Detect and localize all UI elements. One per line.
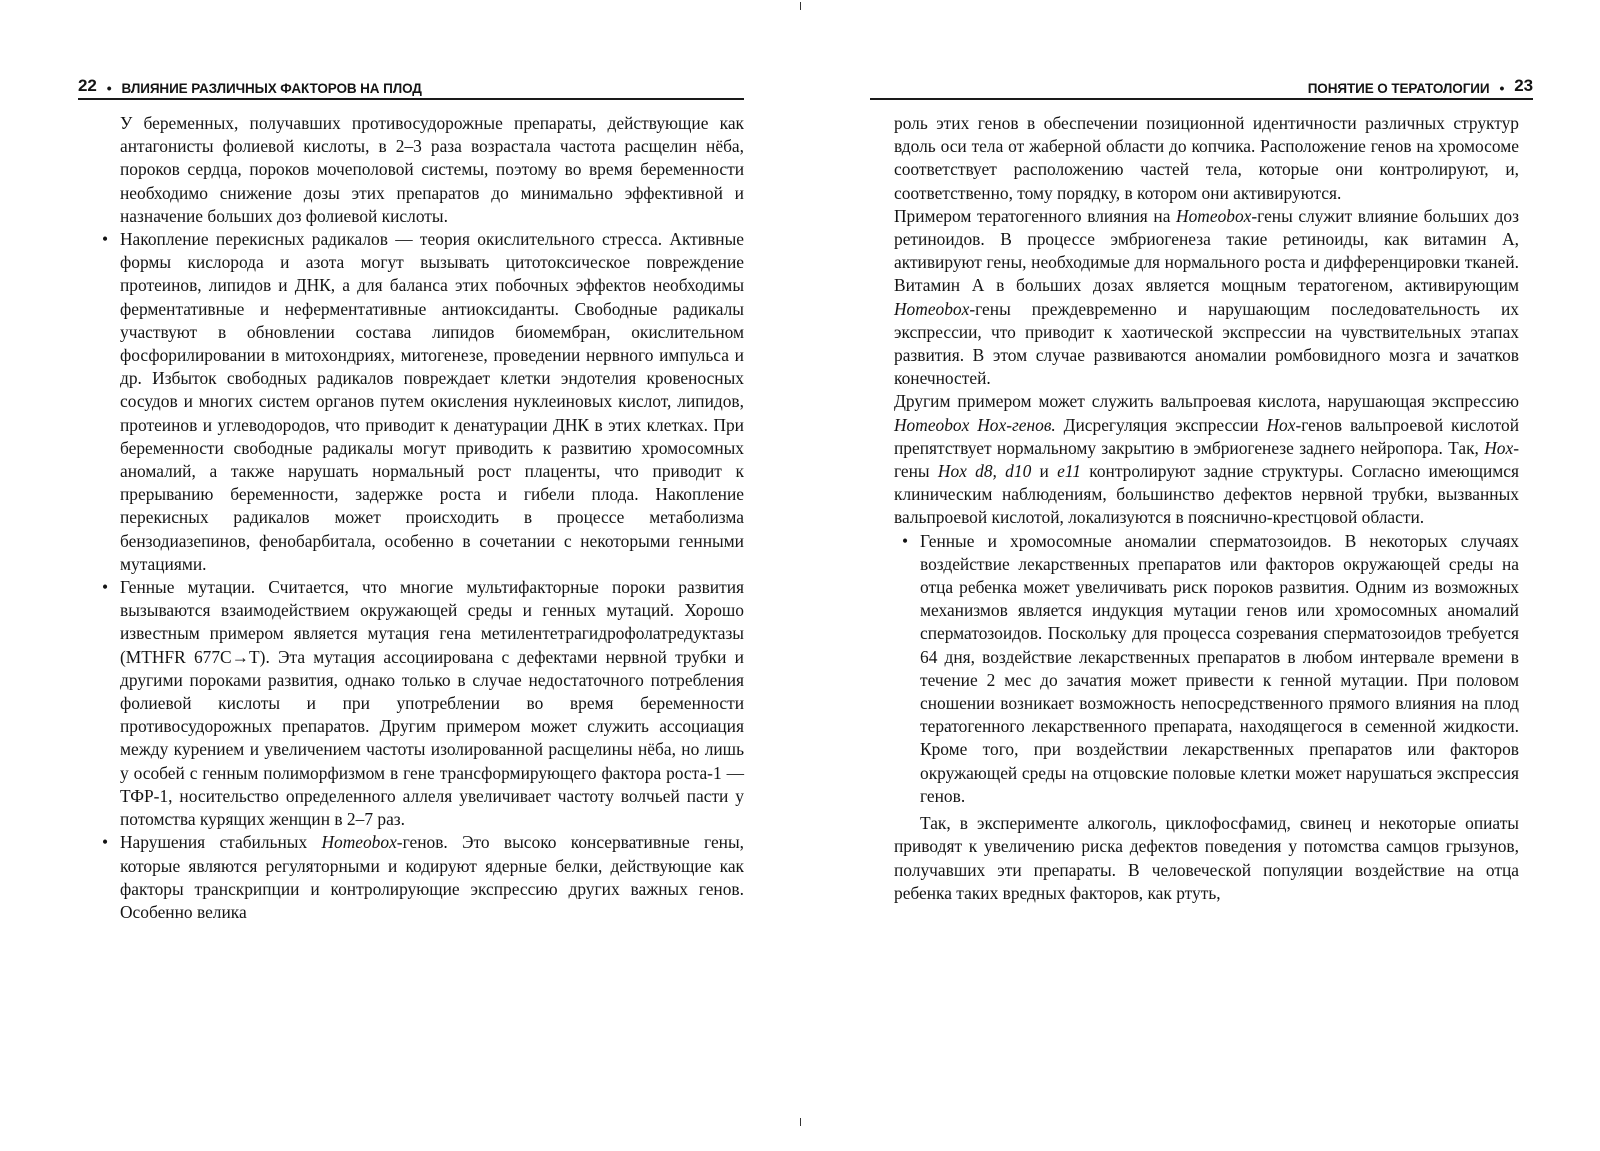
right-page-body — [894, 112, 1519, 905]
bullet-text-before: Нарушения стабильных — [120, 832, 322, 853]
header-separator: • — [106, 80, 112, 96]
list-item — [94, 228, 744, 576]
header-rule — [78, 98, 744, 100]
page-number: 23 — [1514, 76, 1533, 95]
left-page-header — [78, 74, 744, 96]
text-run: Другим примером может служить вальпроевая кислота, нарушающая экспрессию — [894, 391, 1519, 412]
continuation-paragraph: роль этих генов в обеспечении позиционной идентичности различных структур вдоль оси тела от жаберной области до копчика. Расположение генов на хромосоме соответствует расположению частей тела, которые они контролируют, и, соответственно, тому порядку, в котором они активируются. — [894, 113, 1519, 203]
list-item — [894, 530, 1519, 808]
valproate-paragraph — [894, 390, 1519, 529]
text-run: контролируют задние структуры. Согласно имеющимся клиническим наблюдениям, большинство дефектов нервной трубки, вызванных вальпроевой кислотой, локализуются в пояснично-крестцовой области. — [894, 461, 1519, 528]
right-page-header — [870, 74, 1533, 96]
text-run: -генов вальпроевой кислотой препятствует нормальному закрытию в эмбриогенезе заднего нейропора. Так, — [894, 414, 1520, 458]
bullet-text: Накопление перекисных радикалов — теория окислительного стресса. Активные формы кислорода и азота могут вызывать цитотоксическое повреждение протеинов, липидов и ДНК, а для баланса этих побочных эффектов необходимы ферментативные и неферментативные антиоксиданты. Свободные радикалы участвуют в обновлении состава липидов биомембран, окислительном фосфорилировании в митохондриях, митогенезе, проведении нервного импульса и др. Избыток свободных радикалов повреждает клетки эндотелия кровеносных сосудов и многих систем органов путем окисления нуклеиновых кислот, липидов, протеинов и углеводородов, что приводит к денатурации ДНК в этих клетках. При беременности свободные радикалы могут приводить к развитию хромосомных аномалий, а также нарушать нормальный рост плаценты, что приводит к прерыванию беременности, задержке роста и гибели плода. Накопление перекисных радикалов может происходить в процессе метаболизма бензодиазепинов, фенобарбитала, особенно в сочетании с некоторыми генными мутациями. — [120, 229, 744, 574]
text-run: Дисрегуляция экспрессии — [1055, 414, 1267, 435]
bullet-text-after: -генов. Это высоко консервативные гены, которые являются регуляторными и кодируют ядерные белки, действующие как факторы транскрипции и контролирующие экспрессию других важных генов. Особенно велика — [120, 832, 745, 922]
list-item — [94, 576, 744, 831]
page-number: 22 — [78, 76, 97, 95]
text-run: -гены — [894, 437, 1519, 482]
list-item — [94, 831, 744, 924]
bullet-mark: • — [902, 530, 909, 551]
text-run: Примером тератогенного влияния на — [894, 205, 1177, 226]
text-run: -гены преждевременно и нарушающим последовательность их экспрессии, что приводит к хаотической экспрессии на чувствительных этапах развития. В этом случае развиваются аномалии ромбовидного мозга и зачатков конечностей. — [894, 298, 1519, 389]
gene-term: e11 — [1057, 461, 1081, 482]
header-separator: • — [1499, 80, 1505, 96]
bullet-list — [94, 228, 744, 924]
bullet-text: Генные и хромосомные аномалии сперматозоидов. В некоторых случаях воздействие лекарственных препаратов или факторов окружающей среды на отца ребенка может увеличивать риск пороков развития. Одним из возможных механизмов является индукция мутации генов или хромосомных аномалий сперматозоидов. Поскольку для процесса созревания сперматозоидов требуется 64 дня, воздействие лекарственных препаратов в любом интервале времени в течение 2 мес до зачатия может привести к генной мутации. При половом сношении возникает возможность непосредственного прямого влияния на плод тератогенного лекарственного препарата, находящегося в семенной жидкости. Кроме того, при воздействии лекарственных препаратов или факторов окружающей среды на отцовские половые клетки может нарушаться экспрессия генов. — [920, 530, 1519, 806]
closing-paragraph: Так, в эксперименте алкоголь, циклофосфамид, свинец и некоторые опиаты приводят к увеличению риска дефектов поведения у потомства самцов грызунов, получавших эти препараты. В человеческой популяции воздействие на отца ребенка таких вредных факторов, как ртуть, — [894, 813, 1519, 903]
gene-term: Hox — [1484, 437, 1514, 458]
gene-term: Hox d8, d10 — [937, 461, 1032, 482]
bullet-mark: • — [102, 832, 109, 853]
gene-term: Homeobox — [1176, 205, 1252, 226]
intro-paragraph: У беременных, получавших противосудорожные препараты, действующие как антагонисты фолиевой кислоты, в 2–3 раза возрастала частота расщелин нёба, пороков сердца, пороков мочеполовой системы, поэтому во время беременности необходимо снижение дозы этих препаратов до минимально эффективной и назначение больших доз фолиевой кислоты. — [120, 113, 744, 226]
gene-term: Homeobox — [321, 832, 397, 853]
bullet-list — [894, 530, 1519, 808]
gene-term: Homeobox — [894, 298, 970, 319]
bullet-text: Генные мутации. Считается, что многие мультифакторные пороки развития вызываются взаимодействием окружающей среды и генных мутаций. Хорошо известным примером является мутация гена метилентетрагидрофолатредуктазы (MTHFR 677C→T). Эта мутация ассоциирована с дефектами нервной трубки и другими пороками развития, однако только в случае недостаточного потребления фолиевой кислоты и при употреблении во время беременности противосудорожных препаратов. Другим примером может служить ассоциация между курением и увеличением частоты изолированной расщелины нёба, но лишь у особей с генным полиморфизмом в гене трансформирующего фактора роста-1 — ТФР-1, носительство определенного аллеля увеличивает частоту волчьей пасти у потомства курящих женщин в 2–7 раз. — [120, 577, 744, 830]
retinoid-paragraph — [894, 205, 1519, 391]
gene-term: Homeobox Hox-генов. — [894, 414, 1056, 435]
bullet-mark: • — [102, 577, 109, 598]
right-page — [800, 0, 1600, 1151]
text-run: и — [1031, 461, 1058, 482]
running-title: ПОНЯТИЕ О ТЕРАТОЛОГИИ — [1307, 81, 1490, 96]
left-page-body — [94, 112, 744, 924]
gene-term: Hox — [1266, 414, 1296, 435]
bullet-mark: • — [102, 229, 109, 250]
text-run: -гены служит влияние больших доз ретиноидов. В процессе эмбриогенеза такие ретиноиды, как витамин А, активируют гены, необходимые для нормального роста и дифференцировки тканей. Витамин А в больших дозах является мощным тератогеном, активирующим — [894, 205, 1519, 296]
running-title: ВЛИЯНИЕ РАЗЛИЧНЫХ ФАКТОРОВ НА ПЛОД — [121, 81, 422, 96]
header-rule — [870, 98, 1533, 100]
